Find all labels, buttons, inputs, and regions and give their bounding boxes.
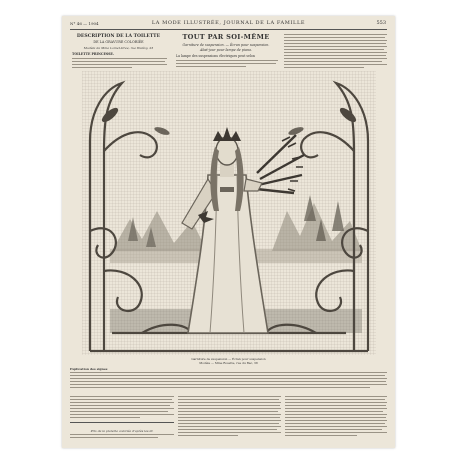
- page-number: 553: [376, 20, 386, 26]
- section-text-lines: [176, 60, 278, 69]
- column2-bottom-text-lines: [178, 396, 281, 441]
- price-note: Prix de la planche coloriée d'après les ill.: [90, 429, 154, 433]
- running-title: LA MODE ILLUSTRÉE, JOURNAL DE LA FAMILLE: [151, 20, 306, 26]
- illustration-caption: Modèle — Mme Rosette, rue du Bac, 38: [199, 361, 258, 365]
- column3-text-lines: [284, 34, 387, 70]
- column1-end-text-lines: [70, 434, 174, 442]
- legend-lead: Explication des signes: [70, 367, 108, 371]
- issue-number: N° 46 — 1904: [70, 21, 99, 26]
- section-title: TOUT PAR SOI-MÊME: [182, 33, 270, 41]
- column1-subtitle: DE LA GRAVURE COLORIÉE: [93, 40, 144, 44]
- section-subtitle: Abat-jour pour lampe de piano.: [199, 48, 253, 52]
- section-subtitle: Garniture de suspension. — Écran pour suspension.: [182, 43, 270, 47]
- header-rule: [70, 29, 387, 30]
- column1-text-lines: [72, 58, 167, 70]
- column1-bottom-text-lines: [70, 396, 174, 428]
- legend-text-lines: [70, 372, 387, 394]
- illustration-caption: Garniture de suspension — Écran pour suspension: [191, 357, 266, 361]
- section-lead: La lampe des suspensions électriques peut selon: [176, 54, 255, 58]
- column1-title: DESCRIPTION DE LA TOILETTE: [76, 34, 161, 39]
- cross-stitch-illustration: [82, 71, 376, 355]
- column1-model: Modèle de Mme Lomet-Dree, rue Halévy, 23: [83, 46, 154, 50]
- column3-bottom-text-lines: [285, 396, 387, 441]
- magazine-page: [62, 16, 395, 448]
- column1-lead: TOILETTE PRINCESSE.: [72, 52, 114, 56]
